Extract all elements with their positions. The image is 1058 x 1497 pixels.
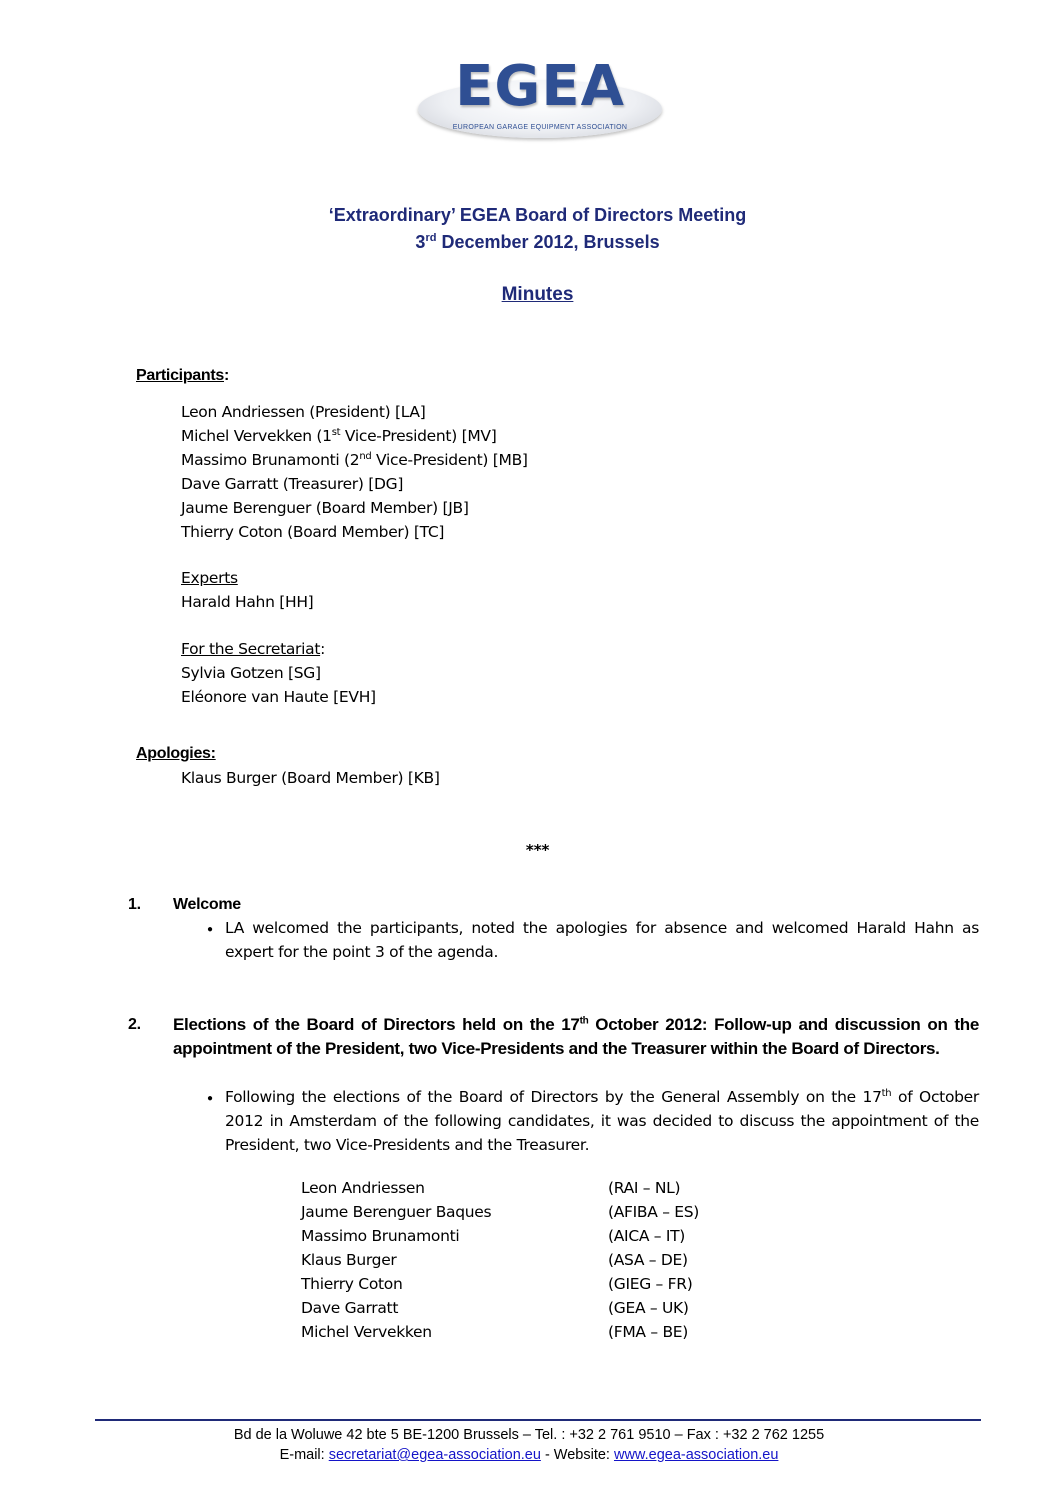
item-title: Elections of the Board of Directors held on the 17th October 2012: Follow-up and discussion on the appointment of the President, two Vice-Presidents and the Treasurer within the Board of Directors. <box>173 1015 980 1058</box>
item-number: 1. <box>128 896 141 913</box>
participants-heading: Participants: <box>136 367 230 384</box>
item-number: 2. <box>128 1016 141 1033</box>
meeting-date: 3rd December 2012, Brussels <box>415 232 660 252</box>
participant-item: Dave Garratt (Treasurer) [DG] <box>181 475 404 493</box>
egea-logo <box>418 54 662 142</box>
footer-divider <box>95 1419 981 1421</box>
footer-contact: E-mail: secretariat@egea-association.eu - Website: www.egea-association.eu <box>279 1447 779 1463</box>
logo-wordmark: EGEA <box>455 54 625 119</box>
apologies-list <box>181 766 440 790</box>
section-separator: *** <box>525 841 550 859</box>
table-row: Jaume Berenguer Baques (AFIBA – ES) <box>301 1203 700 1221</box>
logo-tagline: EUROPEAN GARAGE EQUIPMENT ASSOCIATION <box>452 124 628 131</box>
minutes-heading: Minutes <box>501 284 574 305</box>
item-title: Welcome <box>173 896 241 913</box>
participant-item: Jaume Berenguer (Board Member) [JB] <box>181 499 469 517</box>
secretariat-item: Eléonore van Haute [EVH] <box>181 688 376 706</box>
footer-address: Bd de la Woluwe 42 bte 5 BE-1200 Brussels – Tel. : +32 2 761 9510 – Fax : +32 2 762 1255 <box>233 1427 825 1443</box>
table-row: Massimo Brunamonti (AICA – IT) <box>301 1227 686 1245</box>
participant-item: Massimo Brunamonti (2nd Vice-President) [MB] <box>181 450 528 469</box>
email-link[interactable]: secretariat@egea-association.eu <box>328 1447 541 1463</box>
candidates-table <box>301 1176 699 1344</box>
table-row: Michel Vervekken (FMA – BE) <box>301 1323 689 1341</box>
item-bullet-text: Following the elections of the Board of Directors by the General Assembly on the 17th of October 2012 in Amsterdam of the following candidates, it was decided to discuss the appointment of the President, two Vice-Presidents and the Treasurer. <box>225 1087 979 1154</box>
participant-item: Michel Vervekken (1st Vice-President) [MV] <box>181 426 497 445</box>
participants-list <box>181 400 528 709</box>
item-bullet-text: LA welcomed the participants, noted the apologies for absence and welcomed Harald Hahn as expert for the point 3 of the agenda. <box>225 919 979 961</box>
bullet-icon: ● <box>207 924 214 935</box>
apologies-heading: Apologies: <box>136 745 216 762</box>
expert-item: Harald Hahn [HH] <box>181 593 314 611</box>
table-row: Leon Andriessen (RAI – NL) <box>301 1179 681 1197</box>
secretariat-item: Sylvia Gotzen [SG] <box>181 664 321 682</box>
apology-item: Klaus Burger (Board Member) [KB] <box>181 769 440 787</box>
table-row: Dave Garratt (GEA – UK) <box>301 1299 689 1317</box>
meeting-title: ‘Extraordinary’ EGEA Board of Directors Meeting <box>328 205 747 225</box>
table-row: Klaus Burger (ASA – DE) <box>301 1251 688 1269</box>
experts-heading: Experts <box>181 569 238 587</box>
website-link[interactable]: www.egea-association.eu <box>613 1447 779 1463</box>
table-row: Thierry Coton (GIEG – FR) <box>301 1275 693 1293</box>
bullet-icon: ● <box>207 1093 214 1104</box>
participant-item: Leon Andriessen (President) [LA] <box>181 403 426 421</box>
participant-item: Thierry Coton (Board Member) [TC] <box>181 523 445 541</box>
secretariat-heading: For the Secretariat: <box>181 640 326 658</box>
